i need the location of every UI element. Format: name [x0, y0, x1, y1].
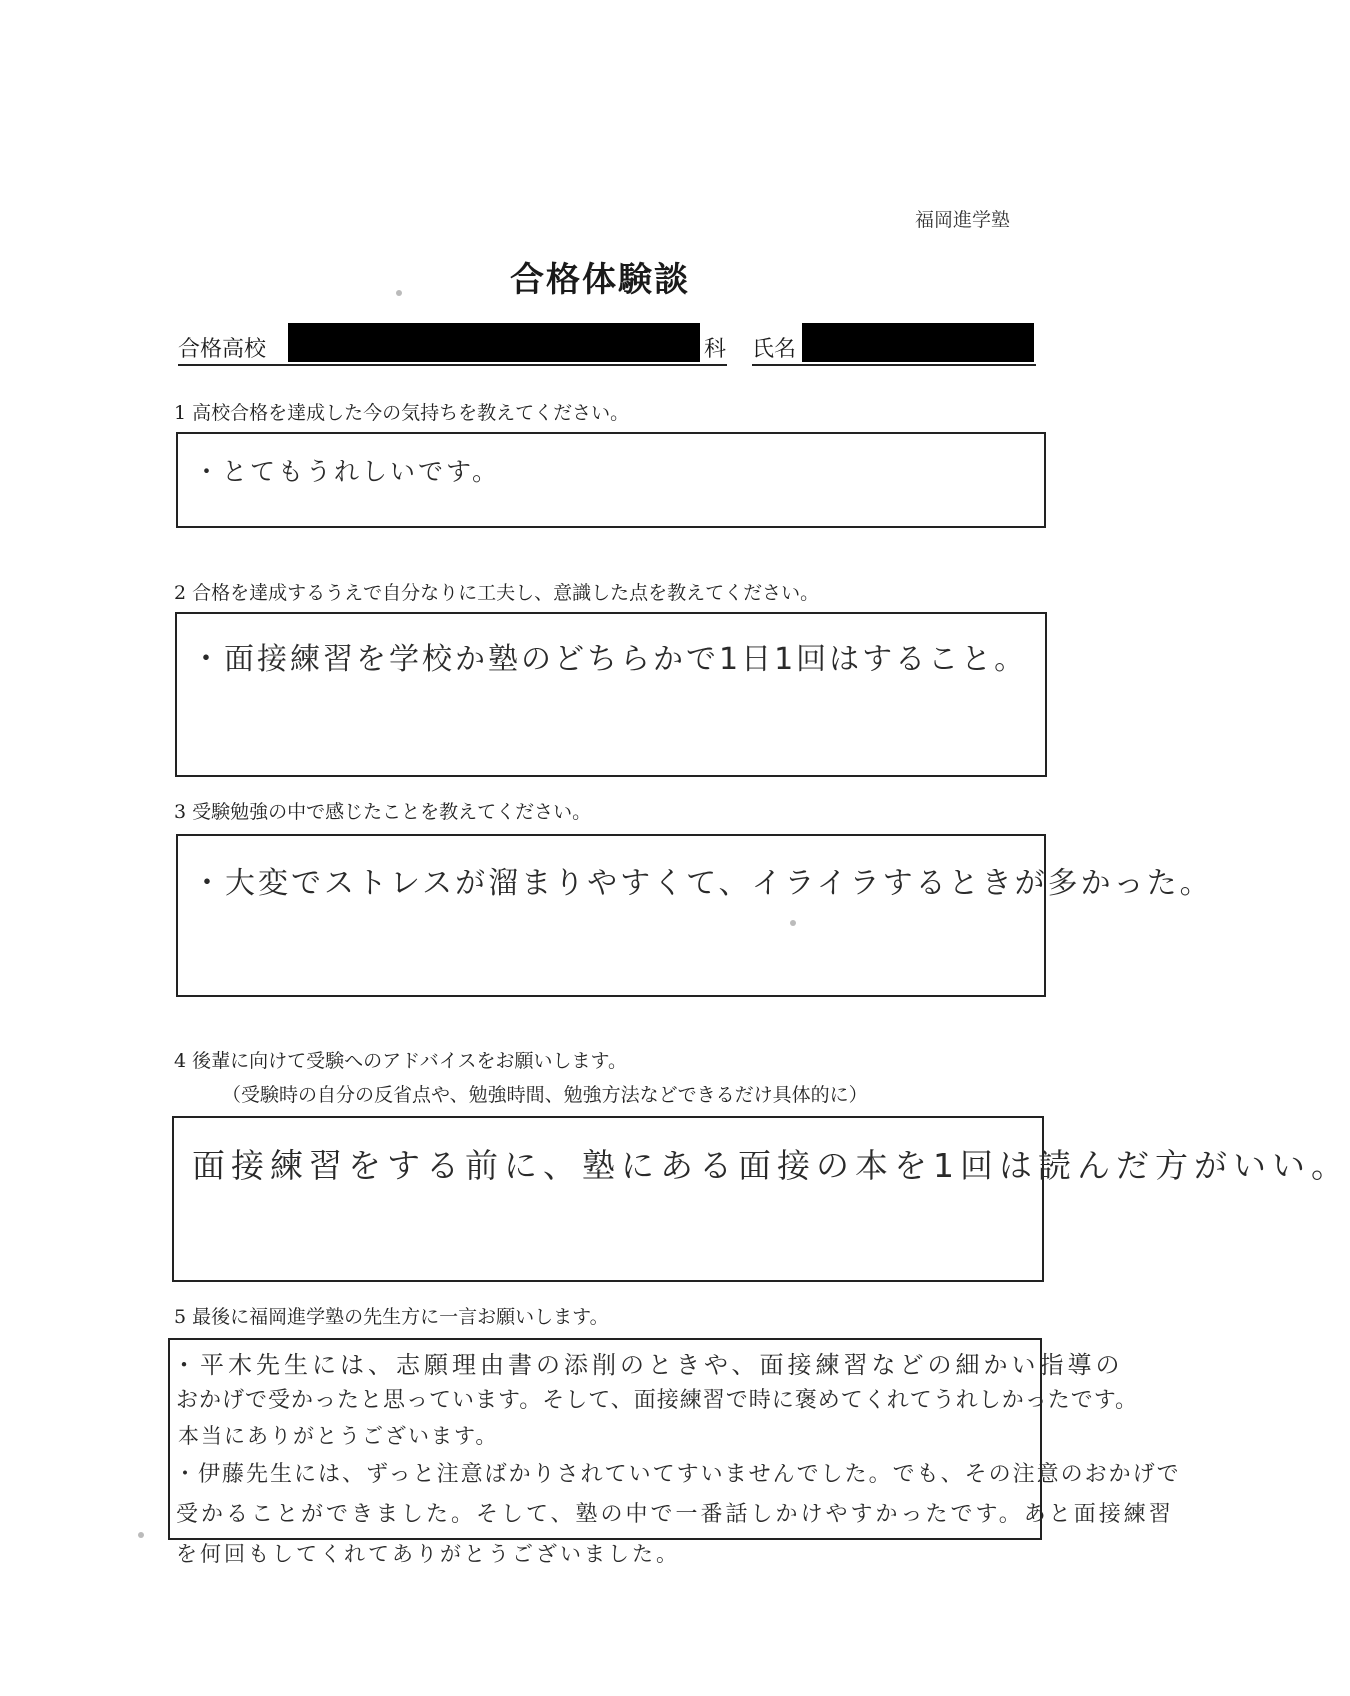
scan-smudge: [138, 1532, 144, 1538]
answer-5-line: おかげで受かったと思っています。そして、面接練習で時に褒めてくれてうれしかったです。: [176, 1388, 1139, 1413]
answer-2-box: [175, 612, 1047, 777]
answer-5-line: 受かることができました。そして、塾の中で一番話しかけやすかったです。あと面接練習: [176, 1502, 1174, 1527]
answer-4-box: [172, 1116, 1350, 1282]
school-underline: [178, 364, 727, 366]
answer-4-line: 面接練習をする前に、塾にある面接の本を1回は読んだ方がいい。: [192, 1146, 1350, 1185]
answer-3-box: [176, 834, 1213, 997]
answer-5-line: ・平木先生には、志願理由書の添削のときや、面接練習などの細かい指導の: [172, 1351, 1124, 1379]
answer-3-line: ・大変でストレスが溜まりやすくて、イライラするときが多かった。: [192, 866, 1213, 901]
answer-5-line: ・伊藤先生には、ずっと注意ばかりされていてすいませんでした。でも、その注意のおかげで: [174, 1462, 1181, 1487]
question-3-label: 3 受験勉強の中で感じたことを教えてください。: [174, 801, 592, 823]
answer-5-line: 本当にありがとうございます。: [178, 1424, 499, 1448]
scan-smudge: [790, 920, 796, 926]
page-title: 合格体験談: [510, 260, 690, 300]
question-1-label: 1 高校合格を達成した今の気持ちを教えてください。: [174, 402, 630, 424]
answer-5-line: を何回もしてくれてありがとうございました。: [176, 1542, 680, 1566]
name-label: 氏名: [752, 337, 797, 362]
organization-name: 福岡進学塾: [915, 209, 1011, 231]
answer-2-line: ・面接練習を学校か塾のどちらかで1日1回はすること。: [191, 642, 1028, 677]
answer-1-line: ・とてもうれしいです。: [194, 457, 501, 486]
school-label: 合格高校: [178, 337, 267, 362]
answer-1-box: [176, 432, 1046, 528]
question-2-label: 2 合格を達成するうえで自分なりに工夫し、意識した点を教えてください。: [174, 582, 820, 604]
redacted-school-name: [288, 323, 700, 362]
department-suffix: 科: [704, 337, 727, 362]
name-underline: [752, 364, 1036, 366]
redacted-student-name: [802, 323, 1034, 362]
question-5-label: 5 最後に福岡進学塾の先生方に一言お願いします。: [174, 1306, 609, 1328]
question-4-label: 4 後輩に向けて受験へのアドバイスをお願いします。: [174, 1050, 628, 1072]
question-4-sublabel: （受験時の自分の反省点や、勉強時間、勉強方法などできるだけ具体的に）: [222, 1084, 868, 1106]
scan-smudge: [396, 290, 402, 296]
